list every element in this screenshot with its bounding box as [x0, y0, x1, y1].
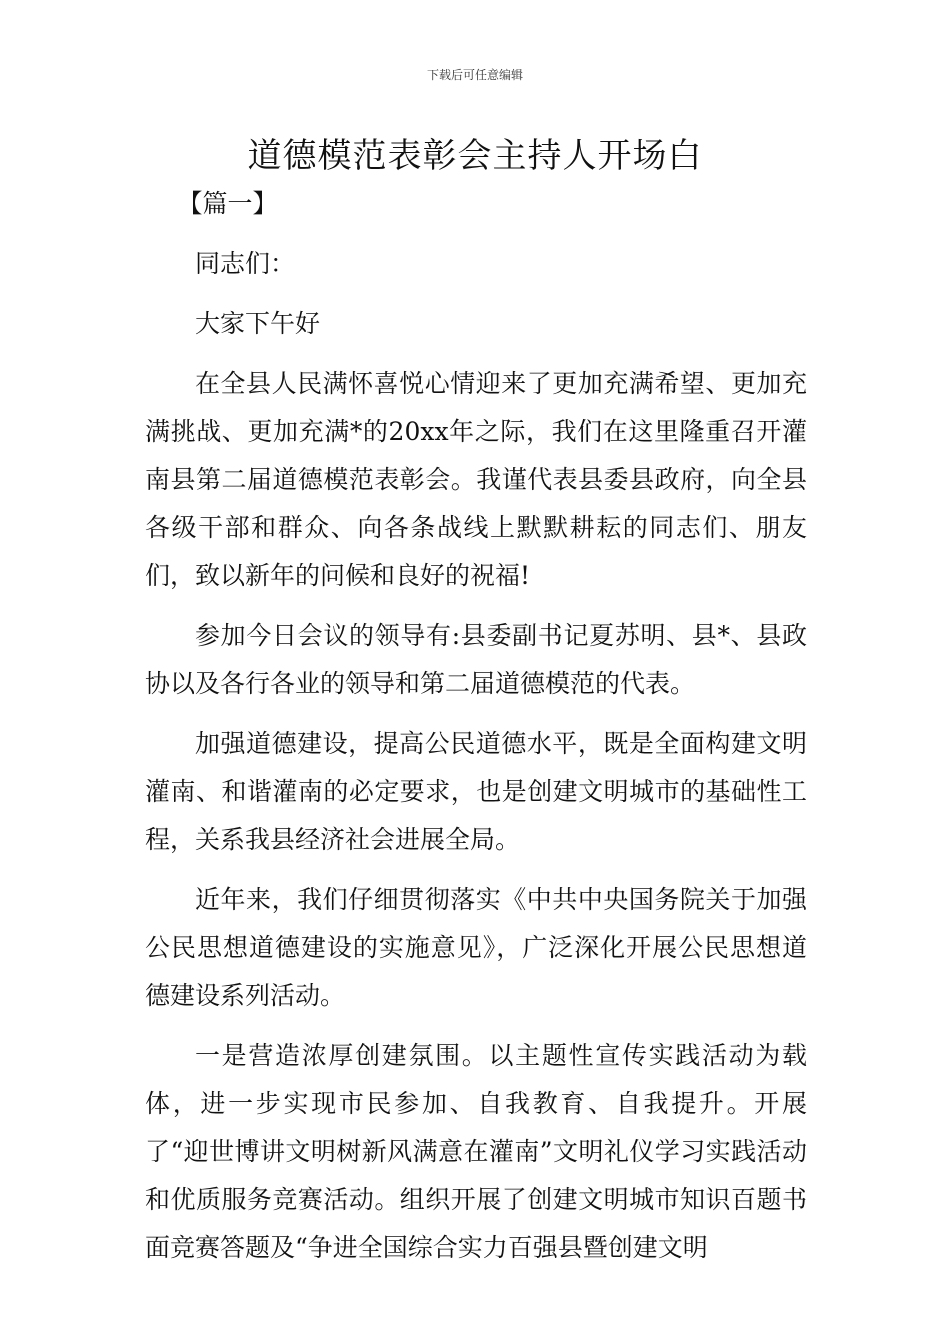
greeting-line: 同志们： — [195, 249, 296, 278]
greeting-line: 大家下午好 — [195, 309, 321, 338]
body-paragraph: 参加今日会议的领导有:县委副书记夏苏明、县*、县政协以及各行各业的领导和第二届道德模范的代表。 — [145, 621, 807, 698]
header-note: 下载后可任意编辑 — [426, 68, 523, 82]
document-title: 道德模范表彰会主持人开场白 — [247, 136, 703, 176]
body-paragraph: 加强道德建设，提高公民道德水平，既是全面构建文明灌南、和谐灌南的必定要求，也是创建文明城市的基础性工程，关系我县经济社会进展全局。 — [145, 729, 807, 854]
body-paragraph: 一是营造浓厚创建氛围。以主题性宣传实践活动为载体，进一步实现市民参加、自我教育、自我提升。开展了“迎世博讲文明树新风满意在灌南”文明礼仪学习实践活动和优质服务竞赛活动。组织开展了创建文明城市知识百题书面竞赛答题及“争进全国综合实力百强县暨创建文明 — [145, 1041, 807, 1262]
body-paragraph: 在全县人民满怀喜悦心情迎来了更加充满希望、更加充满挑战、更加充满*的20xx年之际，我们在这里隆重召开灌南县第二届道德模范表彰会。我谨代表县委县政府，向全县各级干部和群众、向各条战线上默默耕耘的同志们、朋友们，致以新年的问候和良好的祝福! — [145, 369, 807, 590]
document-body — [145, 180, 807, 1284]
body-paragraph: 近年来，我们仔细贯彻落实《中共中央国务院关于加强公民思想道德建设的实施意见》，广泛深化开展公民思想道德建设系列活动。 — [145, 885, 807, 1010]
section-label: 【篇一】 — [177, 189, 278, 218]
